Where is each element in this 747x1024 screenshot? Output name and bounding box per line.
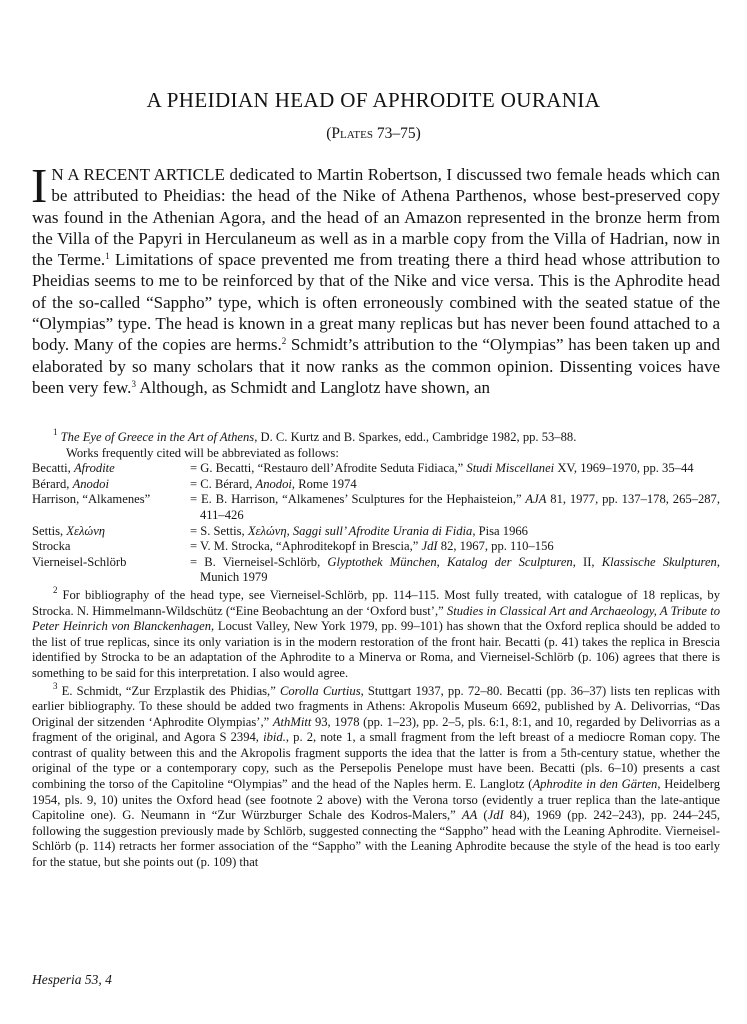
footnote-ref: 2 bbox=[281, 336, 287, 347]
abbreviation-entry bbox=[32, 461, 720, 477]
abbr-value-italic: Klassische Skulpturen bbox=[601, 554, 717, 569]
abbr-value: 82, 1967, pp. 110–156 bbox=[437, 539, 554, 554]
abbr-value: = C. Bérard, bbox=[190, 476, 256, 491]
abbr-value-italic: Anodoi bbox=[255, 476, 292, 491]
abbr-key: Vierneisel-Schlörb bbox=[32, 554, 127, 569]
footnote-number: 1 bbox=[53, 427, 58, 437]
abbr-value: = B. Vierneisel-Schlörb, bbox=[190, 554, 328, 569]
cited-title: The Eye of Greece in the Art of Athens bbox=[60, 430, 255, 444]
footnote-text: 93, 1978 (pp. 1–23), pp. 2–5, pls. 6:1, 8:1, and 10, regarded by Delivorrias as a fragment of the original, and Agora S 2394, bbox=[32, 714, 720, 745]
lead-in-small-caps: N A RECENT ARTICLE bbox=[51, 165, 226, 184]
cited-title: AA bbox=[461, 808, 478, 823]
abbr-value: = E. B. Harrison, “Alkamenes’ Sculptures for the Hephaisteion,” bbox=[190, 492, 526, 507]
footnote-text: 84), 1969 (pp. 242–243), pp. 244–245, following the suggestion previously made by Schlörb, suggested connecting the “Sappho” head with the Leaning Aphrodite. Vierneisel-Schlörb (p. 114) retracts her former association of the “Sappho” with the Leaning Aphrodite because the style of the head is too early for the statue, but she points out (p. 109) that bbox=[32, 808, 721, 870]
abbr-key-italic: Anodoi bbox=[72, 476, 109, 491]
abbr-key-italic: Χελώνη bbox=[66, 523, 106, 538]
abbr-key: Harrison, “Alkamenes” bbox=[32, 492, 151, 507]
abbr-value: = S. Settis, bbox=[190, 523, 248, 538]
abbr-value: , Munich 1979 bbox=[200, 554, 720, 585]
abbr-key: Becatti, bbox=[32, 461, 74, 476]
drop-cap: I bbox=[31, 158, 48, 213]
abbr-key: Settis, bbox=[32, 523, 67, 538]
footnote-number: 2 bbox=[53, 584, 58, 595]
cited-title: JdI bbox=[487, 808, 504, 823]
cited-title: ibid. bbox=[263, 730, 286, 745]
footnote-text: , D. C. Kurtz and B. Sparkes, edd., Cambridge 1982, pp. 53–88. bbox=[254, 430, 577, 444]
footnote-2 bbox=[32, 584, 721, 682]
abbr-value: 81, 1977, pp. 137–178, 265–287, 411–426 bbox=[200, 492, 721, 522]
footnote-3 bbox=[32, 680, 721, 871]
abbreviation-entry bbox=[32, 477, 720, 493]
footnote-text: ( bbox=[477, 808, 488, 823]
footnotes bbox=[32, 427, 721, 871]
abbr-value: XV, 1969–1970, pp. 35–44 bbox=[554, 461, 694, 476]
abbr-value: = V. M. Strocka, “Aphroditekopf in Brescia,” bbox=[190, 539, 422, 554]
footnote-text: , Heidelberg 1954, pls. 9, 10) unites the Oxford head (see footnote 2 above) with the Verona torso (evidently a truer replica than the late-antique Capitoline one). G. Neumann in “Zur Würzburger Schale des Kodros-Malers,” bbox=[32, 777, 720, 823]
abbreviation-list bbox=[32, 461, 720, 586]
footnote-1 bbox=[32, 427, 720, 446]
abbr-value-italic: AJA bbox=[525, 492, 547, 507]
cited-title: Studies in Classical Art and Archaeology, A Tribute to Peter Heinrich von Blanckenhagen bbox=[32, 603, 721, 634]
footnote-number: 3 bbox=[53, 680, 58, 691]
plates-reference: (Plates 73–75) bbox=[326, 125, 421, 142]
works-cited-intro: Works frequently cited will be abbreviated as follows: bbox=[66, 445, 339, 460]
abbr-value-italic: Studi Miscellanei bbox=[466, 461, 555, 476]
abbr-key: Bérard, bbox=[32, 476, 73, 491]
abbr-value: = G. Becatti, “Restauro dell’Afrodite Seduta Fidiaca,” bbox=[190, 461, 467, 476]
abbreviation-entry bbox=[32, 539, 720, 555]
abbreviation-entry bbox=[32, 555, 720, 586]
abbreviation-entry bbox=[32, 492, 720, 523]
footnote-text: , Stuttgart 1937, pp. 72–80. Becatti (pp. 36–37) lists ten replicas with earlier bibliography. To these should be added two fragments in Athens: Akropolis Museum 6692, published by A. Delivorrias, “Das Original der sitzenden ‘Aphrodite Olympias’,” bbox=[32, 683, 720, 729]
body-text-part: Although, as Schmidt and Langlotz have shown, an bbox=[135, 377, 491, 397]
journal-footer: Hesperia 53, 4 bbox=[32, 972, 112, 987]
abbr-value: , II, bbox=[572, 554, 602, 569]
abbreviation-entry bbox=[32, 524, 720, 540]
abbr-value: , Rome 1974 bbox=[291, 476, 357, 491]
abbr-key: Strocka bbox=[32, 539, 71, 554]
body-text-part: Limitations of space prevented me from treating there a third head whose attribution to Pheidias seems to me to be reinforced by that of the Nike and vice versa. This is the Aphrodite head of the so-called “Sappho” type, which is often erroneously combined with the seated statue of the “Olympias” type. The head is known in a great many replicas but has never been found attached to a body. Many of the copies are herms. bbox=[32, 250, 720, 355]
body-text-part: Schmidt’s attribution to the “Olympias” has been taken up and elaborated by so many scholars that it now ranks as the common opinion. Dissenting voices have been very few. bbox=[32, 335, 721, 397]
abbr-value-italic: Χελώνη, Saggi sull’ Afrodite Urania di Fidia bbox=[247, 523, 473, 538]
footnote-ref: 3 bbox=[131, 378, 136, 389]
footnote-text: , p. 2, note 1, a small fragment from the left breast of a mediocre Roman copy. The contrast of quality between this and the Akropolis fragment supports the idea that the latter is from a 5th-century statue, whether the original of the type or a contemporary copy, such as the Persepolis Penelope must have been. Becatti (pls. 6–10) presents a cast combining the torso of the Capitoline “Olympias” and the head of the Naples herm. E. Langlotz ( bbox=[32, 730, 720, 792]
abbr-value-italic: JdI bbox=[421, 539, 438, 554]
abbr-value-italic: Glyptothek München, Katalog der Sculpturen bbox=[327, 554, 573, 569]
footnote-text: E. Schmidt, “Zur Erzplastik des Phidias,” bbox=[57, 683, 280, 698]
footnote-text: For bibliography of the head type, see Vierneisel-Schlörb, pp. 114–115. Most fully treated, with catalogue of 18 replicas, by Strocka. N. Himmelmann-Wildschütz (“Eine Beobachtung an der ‘Oxford bust’,” bbox=[32, 587, 720, 618]
article-body bbox=[31, 158, 721, 398]
footnote-ref: 1 bbox=[105, 251, 110, 262]
article-title: A PHEIDIAN HEAD OF APHRODITE OURANIA bbox=[146, 88, 601, 112]
cited-title: Corolla Curtius bbox=[279, 683, 361, 698]
abbr-key-italic: Afrodite bbox=[73, 461, 115, 476]
abbr-value: , Pisa 1966 bbox=[472, 523, 528, 538]
cited-title: AthMitt bbox=[272, 714, 312, 729]
footnote-text: , Locust Valley, New York 1979, pp. 99–101) has shown that the Oxford replica should be added to the list of true replicas, since its only variation is in the modern restoration of the front hair. Becatti (p. 41) takes the replica in Brescia identified by Strocka to be an adaptation of the Aphrodite to a Minerva or Roma, and Vierneisel-Schlörb (p. 106) agrees that there is something to be said for this interpretation. I also would agree. bbox=[32, 619, 721, 680]
cited-title: Aphrodite in den Gärten bbox=[532, 777, 658, 792]
body-text-part: dedicated to Martin Robertson, I discussed two female heads which can be attributed to Pheidias: the head of the Nike of Athena Parthenos, whose best-preserved copy was found in the Athenian Agora, and the head of an Amazon represented in the bronze herm from the Villa of the Papyri in Herculaneum as well as in a marble copy from the Villa of Hadrian, now in the Terme. bbox=[32, 165, 720, 270]
